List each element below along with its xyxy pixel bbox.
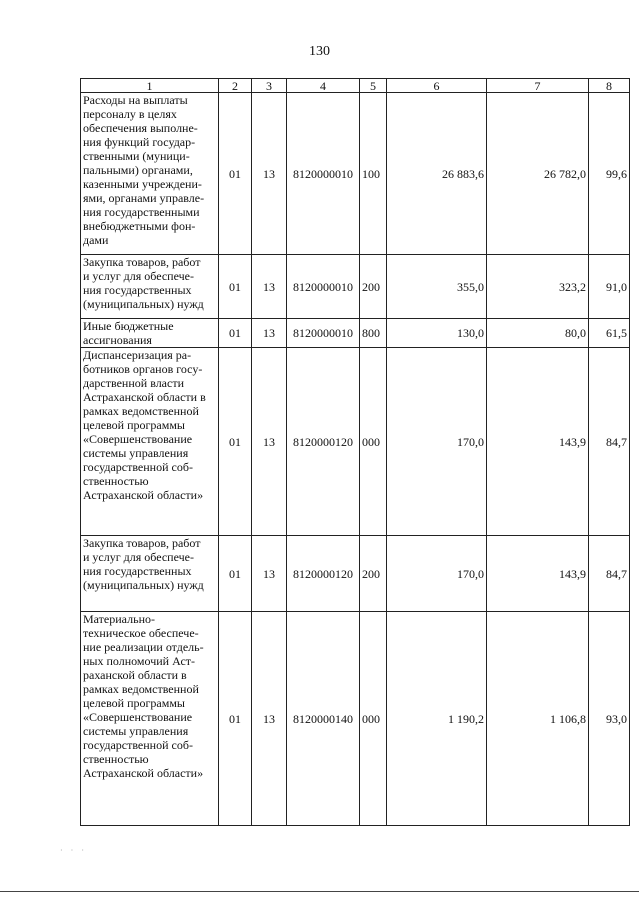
row-name-line: ния функций государ- [83, 135, 196, 149]
percent-cell: 61,5 [589, 319, 630, 348]
row-name-line: техническое обеспече- [83, 626, 199, 640]
table-row [81, 536, 630, 612]
row-name-line: ассигнования [83, 333, 152, 347]
row-name-line: «Совершенствование [83, 710, 193, 724]
percent-cell: 93,0 [589, 612, 630, 826]
planned-amount-cell: 170,0 [387, 536, 487, 612]
expense-type-cell: 200 [360, 255, 387, 319]
subsection-code-cell: 13 [252, 348, 287, 536]
section-code-cell: 01 [219, 319, 252, 348]
percent-cell: 91,0 [589, 255, 630, 319]
row-name-line: «Совершенствование [83, 432, 193, 446]
page-number: 130 [309, 44, 330, 59]
column-header: 8 [589, 79, 630, 93]
row-name-line: целевой программы [83, 418, 185, 432]
planned-amount-cell: 26 883,6 [387, 93, 487, 255]
row-name-line: ями, органами управле- [83, 191, 205, 205]
row-name-cell [81, 348, 219, 536]
percent-cell: 99,6 [589, 93, 630, 255]
row-name-line: Астраханской области в [83, 390, 206, 404]
executed-amount-cell: 143,9 [487, 536, 589, 612]
row-name-line: ственностью [83, 752, 149, 766]
row-name-line: государственной соб- [83, 738, 193, 752]
row-name-line: казенными учреждени- [83, 177, 202, 191]
target-article-cell: 8120000120 [287, 536, 360, 612]
row-name-line: целевой программы [83, 696, 185, 710]
row-name-cell [81, 612, 219, 826]
expense-type-cell: 200 [360, 536, 387, 612]
executed-amount-cell: 26 782,0 [487, 93, 589, 255]
planned-amount-cell: 170,0 [387, 348, 487, 536]
row-name-line: персоналу в целях [83, 107, 177, 121]
table-row [81, 255, 630, 319]
row-name-line: ных полномочий Аст- [83, 654, 196, 668]
column-header: 4 [287, 79, 360, 93]
target-article-cell: 8120000010 [287, 93, 360, 255]
expense-type-cell: 000 [360, 348, 387, 536]
row-name-line: ния государственных [83, 283, 192, 297]
row-name-line: Иные бюджетные [83, 319, 174, 333]
expense-type-cell: 100 [360, 93, 387, 255]
row-name-line: обеспечения выполне- [83, 121, 198, 135]
row-name-line: ния государственными [83, 205, 200, 219]
row-name-line: рамках ведомственной [83, 404, 199, 418]
row-name-line: ботников органов госу- [83, 362, 203, 376]
row-name-line: Материально- [83, 612, 155, 626]
expense-type-cell: 000 [360, 612, 387, 826]
table-row [81, 319, 630, 348]
section-code-cell: 01 [219, 612, 252, 826]
row-name-line: Диспансеризация ра- [83, 348, 192, 362]
executed-amount-cell: 143,9 [487, 348, 589, 536]
target-article-cell: 8120000140 [287, 612, 360, 826]
row-name-cell [81, 255, 219, 319]
column-header: 1 [81, 79, 219, 93]
percent-cell: 84,7 [589, 348, 630, 536]
row-name-line: внебюджетными фон- [83, 219, 196, 233]
subsection-code-cell: 13 [252, 255, 287, 319]
row-name-line: ственностью [83, 474, 149, 488]
row-name-line: Расходы на выплаты [83, 93, 188, 107]
budget-table [80, 78, 630, 826]
row-name-cell [81, 536, 219, 612]
row-name-line: Астраханской области» [83, 766, 204, 780]
row-name-line: (муниципальных) нужд [83, 578, 204, 592]
row-name-cell [81, 319, 219, 348]
table-row [81, 612, 630, 826]
section-code-cell: 01 [219, 348, 252, 536]
row-name-cell [81, 93, 219, 255]
row-name-line: системы управления [83, 724, 189, 738]
row-name-line: и услуг для обеспече- [83, 550, 194, 564]
executed-amount-cell: 80,0 [487, 319, 589, 348]
row-name-line: ния государственных [83, 564, 192, 578]
planned-amount-cell: 130,0 [387, 319, 487, 348]
row-name-line: Закупка товаров, работ [83, 255, 201, 269]
target-article-cell: 8120000120 [287, 348, 360, 536]
column-header: 6 [387, 79, 487, 93]
executed-amount-cell: 1 106,8 [487, 612, 589, 826]
row-name-line: дами [83, 233, 109, 247]
row-name-line: (муниципальных) нужд [83, 297, 204, 311]
section-code-cell: 01 [219, 536, 252, 612]
column-header: 7 [487, 79, 589, 93]
executed-amount-cell: 323,2 [487, 255, 589, 319]
target-article-cell: 8120000010 [287, 255, 360, 319]
table-header-row [81, 79, 630, 93]
row-name-line: ние реализации отдель- [83, 640, 204, 654]
row-name-line: государственной соб- [83, 460, 193, 474]
column-header: 5 [360, 79, 387, 93]
planned-amount-cell: 355,0 [387, 255, 487, 319]
row-name-line: Закупка товаров, работ [83, 536, 201, 550]
row-name-line: системы управления [83, 446, 189, 460]
footer-rule [0, 891, 639, 892]
column-header: 3 [252, 79, 287, 93]
row-name-line: ственными (муници- [83, 149, 190, 163]
subsection-code-cell: 13 [252, 536, 287, 612]
section-code-cell: 01 [219, 93, 252, 255]
column-header: 2 [219, 79, 252, 93]
subsection-code-cell: 13 [252, 319, 287, 348]
table-row [81, 93, 630, 255]
row-name-line: раханской области в [83, 668, 187, 682]
subsection-code-cell: 13 [252, 612, 287, 826]
table-row [81, 348, 630, 536]
row-name-line: дарственной власти [83, 376, 185, 390]
row-name-line: рамках ведомственной [83, 682, 199, 696]
row-name-line: и услуг для обеспече- [83, 269, 194, 283]
section-code-cell: 01 [219, 255, 252, 319]
row-name-line: Астраханской области» [83, 488, 204, 502]
row-name-line: пальными) органами, [83, 163, 193, 177]
scan-artifact: · · · [60, 846, 87, 855]
expense-type-cell: 800 [360, 319, 387, 348]
planned-amount-cell: 1 190,2 [387, 612, 487, 826]
target-article-cell: 8120000010 [287, 319, 360, 348]
percent-cell: 84,7 [589, 536, 630, 612]
subsection-code-cell: 13 [252, 93, 287, 255]
